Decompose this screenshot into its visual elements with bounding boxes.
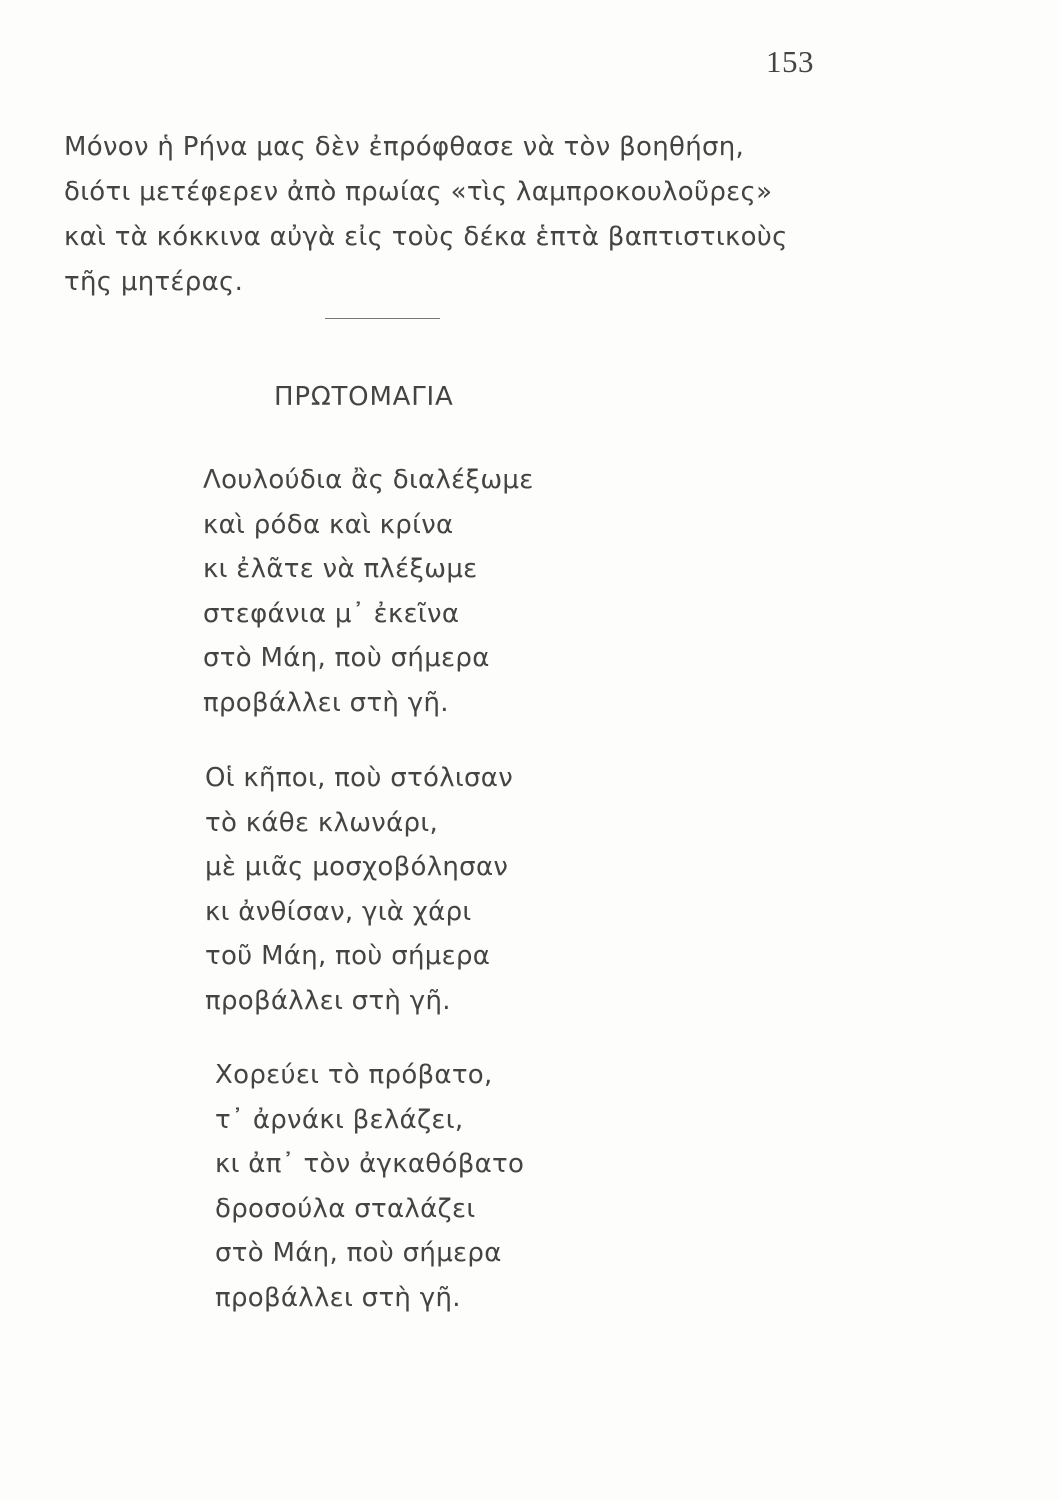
poem-line: καὶ ρόδα καὶ κρίνα: [203, 509, 454, 540]
section-divider: [325, 318, 440, 319]
prose-line: τῆς μητέρας.: [64, 267, 244, 297]
poem-line: προβάλλει στὴ γῆ.: [203, 687, 449, 718]
poem-line: κι ἀπ᾽ τὸν ἀγκαθόβατο: [215, 1149, 525, 1179]
poem-stanza-3: [215, 1053, 524, 1320]
poem-line: τὸ κάθε κλωνάρι,: [205, 807, 439, 838]
poem-line: κι ἐλᾶτε νὰ πλέξωμε: [203, 554, 478, 584]
prose-line: Μόνον ἡ Ρήνα μας δὲν ἐπρόφθασε νὰ τὸν βοηθήση,: [64, 132, 745, 162]
poem-stanza-2: [205, 756, 513, 1023]
poem-line: Λουλούδια ἂς διαλέξωμε: [203, 465, 534, 495]
prose-line: διότι μετέφερεν ἀπὸ πρωίας «τὶς λαμπροκουλοῦρες»: [64, 177, 773, 207]
poem-line: προβάλλει στὴ γῆ.: [215, 1282, 461, 1313]
poem-line: τοῦ Μάη, ποὺ σήμερα: [205, 941, 491, 971]
poem-line: δροσούλα σταλάζει: [215, 1193, 476, 1224]
prose-paragraph: [64, 125, 864, 305]
poem-title: ΠΡΩΤΟΜΑΓΙΑ: [274, 382, 454, 412]
poem-line: στεφάνια μ᾽ ἐκεῖνα: [203, 598, 460, 629]
poem-line: Χορεύει τὸ πρόβατο,: [215, 1060, 493, 1090]
prose-line: καὶ τὰ κόκκινα αὐγὰ εἰς τοὺς δέκα ἑπτὰ βαπτιστικοὺς: [64, 222, 788, 252]
poem-line: τ᾽ ἀρνάκι βελάζει,: [215, 1104, 464, 1135]
poem-line: κι ἀνθίσαν, γιὰ χάρι: [205, 896, 472, 927]
poem-line: Οἱ κῆποι, ποὺ στόλισαν: [205, 763, 514, 793]
poem-stanza-1: [203, 458, 534, 725]
poem-line: μὲ μιᾶς μοσχοβόλησαν: [205, 852, 509, 882]
poem-line: στὸ Μάη, ποὺ σήμερα: [215, 1238, 502, 1268]
poem-line: προβάλλει στὴ γῆ.: [205, 985, 451, 1016]
page-number: 153: [766, 44, 814, 79]
poem-line: στὸ Μάη, ποὺ σήμερα: [203, 643, 490, 673]
